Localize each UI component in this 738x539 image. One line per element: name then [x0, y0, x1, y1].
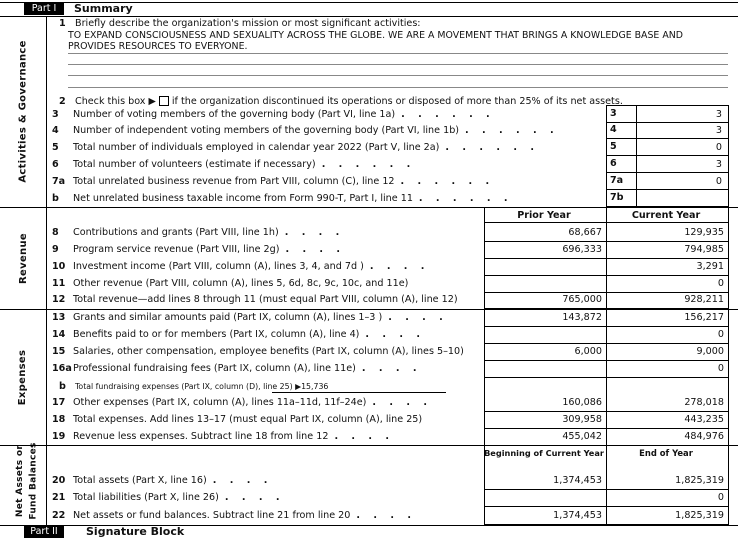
governance-side-label: Activities & Governance [17, 39, 29, 183]
line-value: 0 [715, 142, 722, 153]
expense-row [52, 309, 448, 326]
line-value: 3 [715, 125, 722, 136]
net-asset-row [52, 472, 272, 489]
line-box-number: 7a [610, 175, 624, 186]
leader-dots: . . . . [356, 510, 416, 521]
prior-value: 455,042 [562, 431, 602, 442]
expense-row [52, 428, 394, 445]
prior-value: 68,667 [568, 227, 602, 238]
current-value: 129,935 [684, 227, 724, 238]
expense-row [52, 343, 464, 360]
leader-dots: . . . . [212, 475, 273, 486]
current-value: 928,211 [684, 294, 724, 305]
line-label: Professional fundraising fees (Part IX, column (A), line 11e) [73, 363, 356, 374]
discontinued-checkbox[interactable] [159, 96, 169, 106]
revenue-row [52, 291, 458, 308]
part-label: Part I [24, 2, 64, 15]
mission-text-1: TO EXPAND CONSCIOUSNESS AND SEXUALITY ACROSS THE GLOBE. WE ARE A MOVEMENT THAT BRINGS A KNOWLEDGE BASE AND [68, 30, 683, 41]
line-number: 20 [52, 475, 66, 486]
current-value: 484,976 [684, 431, 724, 442]
line-label: Investment income (Part VIII, column (A), lines 3, 4, and 7d ) [73, 261, 364, 272]
line-number: 5 [52, 142, 59, 153]
prior-value: 765,000 [562, 294, 602, 305]
prior-value: 696,333 [562, 244, 602, 255]
part-2-title: Signature Block [86, 525, 185, 538]
current-year-header: Current Year [631, 210, 701, 221]
line-number: 10 [52, 261, 66, 272]
line-number: 14 [52, 329, 66, 340]
current-value: 0 [717, 278, 724, 289]
line-label: Benefits paid to or for members (Part IX, column (A), line 4) [73, 329, 360, 340]
line-label: Revenue less expenses. Subtract line 18 from line 12 [73, 431, 329, 442]
beginning-year-header: Beginning of Current Year [484, 448, 604, 458]
gov-row [52, 139, 539, 156]
line-box-number: 3 [610, 108, 617, 119]
line-label: Other revenue (Part VIII, column (A), lines 5, 6d, 8c, 9c, 10c, and 11e) [73, 278, 409, 289]
row-rule [606, 138, 728, 139]
expense-row [52, 360, 422, 377]
line-2: 2 Check this box ▶ if the organization discontinued its operations or disposed of more than 25% of its net assets. [59, 96, 623, 107]
current-value: 0 [717, 492, 724, 503]
line-label: Total unrelated business revenue from Part VIII, column (C), line 12 [73, 176, 395, 187]
prior-value: 1,374,453 [553, 510, 602, 521]
leader-dots: . . . . [388, 312, 448, 323]
net-asset-row [52, 507, 416, 524]
line-value: 0 [715, 176, 722, 187]
current-value: 1,825,319 [675, 475, 724, 486]
row-rule [606, 189, 728, 190]
line-number: 3 [52, 109, 59, 120]
current-value: 1,825,319 [675, 510, 724, 521]
line-box-number: 6 [610, 158, 617, 169]
gov-row [52, 106, 495, 123]
expense-row [52, 326, 425, 343]
line-number: 7a [52, 176, 66, 187]
line-number: 4 [52, 125, 59, 136]
current-value: 9,000 [696, 346, 724, 357]
line-label: Net assets or fund balances. Subtract line 21 from line 20 [73, 510, 351, 521]
current-value: 278,018 [684, 397, 724, 408]
box-divider [636, 105, 637, 207]
leader-dots: . . . . . . [400, 176, 495, 187]
leader-dots: . . . . [334, 431, 395, 442]
expenses-side-label: Expenses [17, 349, 29, 405]
revenue-side-label: Revenue [17, 232, 29, 284]
line-number: 16a [52, 363, 72, 374]
current-value: 156,217 [684, 312, 724, 323]
row-rule [606, 155, 728, 156]
leader-dots: . . . . . . [321, 159, 416, 170]
line-number: 22 [52, 510, 66, 521]
line-label: Other expenses (Part IX, column (A), lines 11a–11d, 11f–24e) [73, 397, 367, 408]
leader-dots: . . . . [361, 363, 422, 374]
line-value: 3 [715, 109, 722, 120]
leader-dots: . . . . . . [465, 125, 559, 136]
row-rule [606, 206, 728, 207]
line-number: 12 [52, 294, 66, 305]
prior-value: 143,872 [562, 312, 602, 323]
revenue-row [52, 224, 344, 241]
line-label: Total expenses. Add lines 13–17 (must equal Part IX, column (A), line 25) [73, 414, 423, 425]
line-label: Grants and similar amounts paid (Part IX, column (A), lines 1–3 ) [73, 312, 383, 323]
section-title: Summary [74, 2, 133, 15]
line-number: 9 [52, 244, 59, 255]
line-number: 18 [52, 414, 66, 425]
line-box-number: 5 [610, 141, 617, 152]
revenue-row [52, 275, 408, 292]
line-label: Number of voting members of the governing body (Part VI, line 1a) [73, 109, 396, 120]
leader-dots: . . . . [369, 261, 430, 272]
line-label: Total assets (Part X, line 16) [73, 475, 207, 486]
line-number: 13 [52, 312, 66, 323]
net-asset-row [52, 489, 284, 506]
expense-row [52, 411, 422, 428]
gov-row [52, 156, 415, 173]
line-number: 21 [52, 492, 66, 503]
expense-row [52, 394, 432, 411]
line-1: 1 Briefly describe the organization's mission or most significant activities: [59, 18, 421, 29]
line-label: Total liabilities (Part X, line 26) [73, 492, 219, 503]
current-value: 794,985 [684, 244, 724, 255]
line-label: Contributions and grants (Part VIII, line 1h) [73, 227, 279, 238]
leader-dots: . . . . . . [401, 109, 495, 120]
line-number: b [52, 193, 59, 204]
mission-text-2: PROVIDES RESOURCES TO EVERYONE. [68, 41, 248, 52]
gov-row [52, 190, 513, 207]
leader-dots: . . . . [224, 492, 285, 503]
gov-row [52, 122, 559, 139]
line-label: Total number of volunteers (estimate if necessary) [73, 159, 316, 170]
line-label: Total revenue—add lines 8 through 11 (must equal Part VIII, column (A), line 12) [73, 294, 458, 305]
prior-value: 1,374,453 [553, 475, 602, 486]
line-label: Number of independent voting members of the governing body (Part VI, line 1b) [73, 125, 460, 136]
box-divider [728, 105, 729, 207]
line-box-number: 7b [610, 192, 624, 203]
line-label: Salaries, other compensation, employee benefits (Part IX, column (A), lines 5–10) [73, 346, 464, 357]
gov-row [52, 173, 494, 190]
prior-year-header: Prior Year [517, 210, 571, 221]
line-number: 17 [52, 397, 66, 408]
leader-dots: . . . . [284, 227, 345, 238]
leader-dots: . . . . [372, 397, 432, 408]
prior-value: 309,958 [562, 414, 602, 425]
prior-value: 6,000 [574, 346, 602, 357]
revenue-row [52, 258, 429, 275]
line-number: 11 [52, 278, 66, 289]
line-label: Total number of individuals employed in calendar year 2022 (Part V, line 2a) [73, 142, 440, 153]
line-value: 3 [715, 159, 722, 170]
box-divider [606, 105, 607, 207]
leader-dots: . . . . . . [445, 142, 539, 153]
leader-dots: . . . . [285, 244, 346, 255]
line-number: 19 [52, 431, 66, 442]
net-assets-side-label: Net Assets or Fund Balances [15, 442, 39, 520]
end-year-header: End of Year [639, 448, 693, 458]
line-label: Program service revenue (Part VIII, line 2g) [73, 244, 280, 255]
line-number: 8 [52, 227, 59, 238]
row-rule [606, 105, 728, 106]
current-value: 0 [717, 363, 724, 374]
line-number: 6 [52, 159, 59, 170]
leader-dots: . . . . . . [418, 193, 513, 204]
part-2-label: Part II [24, 526, 64, 538]
current-value: 443,235 [684, 414, 724, 425]
line-16b: b Total fundraising expenses (Part IX, column (D), line 25) ▶ 15,736 [59, 381, 329, 392]
current-value: 0 [717, 329, 724, 340]
line-label: Net unrelated business taxable income from Form 990-T, Part I, line 11 [73, 193, 413, 204]
row-rule [606, 172, 728, 173]
revenue-row [52, 241, 345, 258]
row-rule [606, 122, 728, 123]
leader-dots: . . . . [365, 329, 426, 340]
prior-value: 160,086 [562, 397, 602, 408]
current-value: 3,291 [696, 261, 724, 272]
line-number: 15 [52, 346, 66, 357]
line-box-number: 4 [610, 124, 617, 135]
